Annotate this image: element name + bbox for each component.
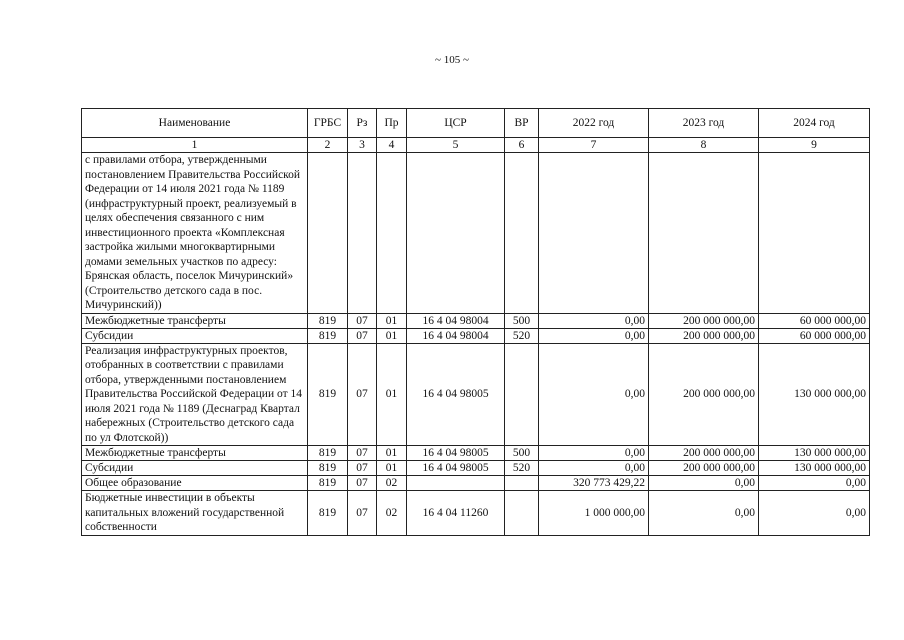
page-number: ~ 105 ~ <box>435 54 469 66</box>
row-csr: 16 4 04 11260 <box>407 491 505 536</box>
row-csr: 16 4 04 98005 <box>407 446 505 461</box>
row-csr: 16 4 04 98005 <box>407 343 505 446</box>
row-vr <box>505 476 539 491</box>
row-grbs <box>308 153 348 314</box>
row-2024: 130 000 000,00 <box>759 461 870 476</box>
row-grbs: 819 <box>308 328 348 343</box>
row-2022: 0,00 <box>539 328 649 343</box>
row-rz: 07 <box>348 328 377 343</box>
row-2023: 0,00 <box>649 476 759 491</box>
row-rz: 07 <box>348 491 377 536</box>
row-rz: 07 <box>348 476 377 491</box>
row-grbs: 819 <box>308 313 348 328</box>
column-number-row <box>82 138 870 153</box>
row-grbs: 819 <box>308 461 348 476</box>
row-csr <box>407 476 505 491</box>
row-2024: 60 000 000,00 <box>759 313 870 328</box>
row-vr: 500 <box>505 313 539 328</box>
row-vr <box>505 153 539 314</box>
row-2024: 0,00 <box>759 491 870 536</box>
row-rz <box>348 153 377 314</box>
row-vr: 520 <box>505 461 539 476</box>
row-csr <box>407 153 505 314</box>
row-name: Общее образование <box>82 476 308 491</box>
row-2022: 320 773 429,22 <box>539 476 649 491</box>
row-2024: 0,00 <box>759 476 870 491</box>
row-pr: 02 <box>377 491 407 536</box>
table-row <box>82 313 870 328</box>
row-rz: 07 <box>348 343 377 446</box>
row-pr: 01 <box>377 328 407 343</box>
column-number: 4 <box>377 138 407 153</box>
table-row <box>82 476 870 491</box>
table-row <box>82 153 870 314</box>
row-pr: 02 <box>377 476 407 491</box>
column-number: 8 <box>649 138 759 153</box>
row-name: Межбюджетные трансферты <box>82 446 308 461</box>
header-2022: 2022 год <box>539 109 649 138</box>
row-grbs: 819 <box>308 491 348 536</box>
column-number: 9 <box>759 138 870 153</box>
row-rz: 07 <box>348 461 377 476</box>
row-csr: 16 4 04 98004 <box>407 328 505 343</box>
table-row <box>82 461 870 476</box>
row-2023 <box>649 153 759 314</box>
header-2023: 2023 год <box>649 109 759 138</box>
row-name: с правилами отбора, утвержденными постановлением Правительства Российской Федерации от 14 июля 2021 года № 1189 (инфраструктурный проект, реализуемый в целях обеспечения связанного с ним инвестиционного проекта «Комплексная застройка жилыми многоквартирными домами земельных участков по адресу: Брянская область, поселок Мичуринский» (Строительство детского сада в пос. Мичуринский)) <box>82 153 308 314</box>
header-grbs: ГРБС <box>308 109 348 138</box>
row-pr: 01 <box>377 313 407 328</box>
row-rz: 07 <box>348 446 377 461</box>
row-pr: 01 <box>377 446 407 461</box>
header-pr: Пр <box>377 109 407 138</box>
row-2022: 0,00 <box>539 343 649 446</box>
row-pr: 01 <box>377 461 407 476</box>
budget-table <box>81 108 870 536</box>
row-2024 <box>759 153 870 314</box>
row-2023: 200 000 000,00 <box>649 461 759 476</box>
header-2024: 2024 год <box>759 109 870 138</box>
column-number: 1 <box>82 138 308 153</box>
header-row <box>82 109 870 138</box>
row-name: Бюджетные инвестиции в объекты капитальных вложений государственной собственности <box>82 491 308 536</box>
row-2023: 0,00 <box>649 491 759 536</box>
row-vr: 520 <box>505 328 539 343</box>
table-row <box>82 446 870 461</box>
column-number: 6 <box>505 138 539 153</box>
header-vr: ВР <box>505 109 539 138</box>
row-2023: 200 000 000,00 <box>649 343 759 446</box>
row-2022: 0,00 <box>539 313 649 328</box>
row-2024: 60 000 000,00 <box>759 328 870 343</box>
row-2023: 200 000 000,00 <box>649 313 759 328</box>
row-vr <box>505 343 539 446</box>
row-2023: 200 000 000,00 <box>649 328 759 343</box>
row-name: Субсидии <box>82 461 308 476</box>
header-rz: Рз <box>348 109 377 138</box>
table-row <box>82 328 870 343</box>
row-2023: 200 000 000,00 <box>649 446 759 461</box>
column-number: 7 <box>539 138 649 153</box>
header-name: Наименование <box>82 109 308 138</box>
column-number: 5 <box>407 138 505 153</box>
row-name: Реализация инфраструктурных проектов, отобранных в соответствии с правилами отбора, утвержденными постановлением Правительства Российской Федерации от 14 июля 2021 года № 1189 (Деснаград Квартал набережных (Строительство детского сада по ул Флотской)) <box>82 343 308 446</box>
row-grbs: 819 <box>308 476 348 491</box>
table-row <box>82 491 870 536</box>
column-number: 3 <box>348 138 377 153</box>
row-csr: 16 4 04 98005 <box>407 461 505 476</box>
row-2022: 1 000 000,00 <box>539 491 649 536</box>
header-csr: ЦСР <box>407 109 505 138</box>
row-2022 <box>539 153 649 314</box>
column-number: 2 <box>308 138 348 153</box>
row-pr <box>377 153 407 314</box>
row-grbs: 819 <box>308 343 348 446</box>
row-pr: 01 <box>377 343 407 446</box>
row-name: Межбюджетные трансферты <box>82 313 308 328</box>
row-vr: 500 <box>505 446 539 461</box>
row-vr <box>505 491 539 536</box>
row-csr: 16 4 04 98004 <box>407 313 505 328</box>
row-2024: 130 000 000,00 <box>759 343 870 446</box>
row-name: Субсидии <box>82 328 308 343</box>
row-2022: 0,00 <box>539 446 649 461</box>
row-rz: 07 <box>348 313 377 328</box>
table-row <box>82 343 870 446</box>
row-2022: 0,00 <box>539 461 649 476</box>
row-2024: 130 000 000,00 <box>759 446 870 461</box>
row-grbs: 819 <box>308 446 348 461</box>
